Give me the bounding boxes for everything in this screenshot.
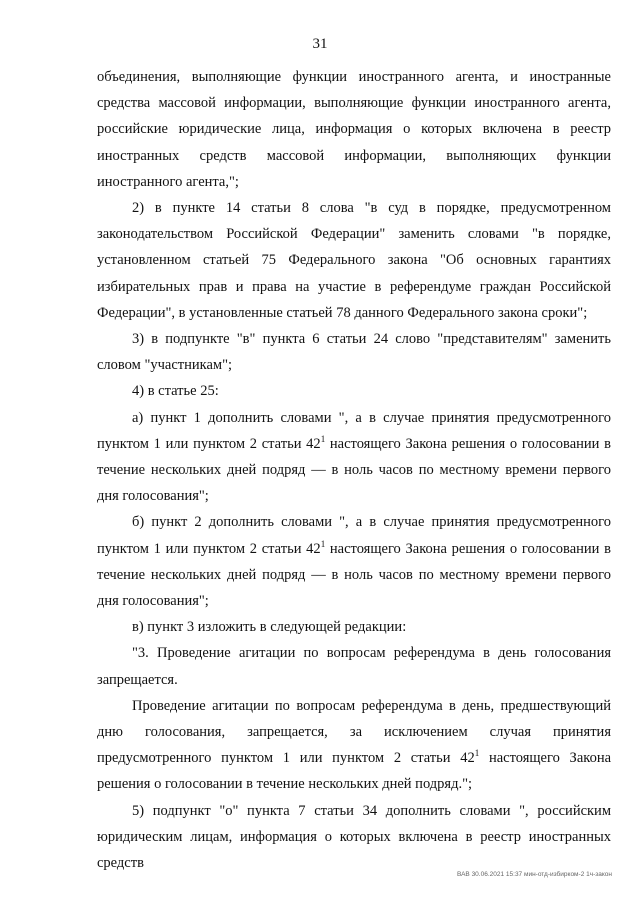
paragraph-6 [97, 509, 611, 614]
paragraph-6-part-2: настоящего Закона решения о голосовании в течение нескольких дней подряд — в ноль часов по местному времени первого дня голосования"; [97, 540, 611, 610]
paragraph-2: 2) в пункте 14 статьи 8 слова "в суд в порядке, предусмотренном законодательством Российской Федерации" заменить словами "в порядке, установленном статьей 75 Федерального закона "Об основных гарантиях избирательных прав и права на участие в референдуме граждан Российской Федерации", в установленные статьей 78 данного Федерального закона сроки"; [97, 200, 611, 321]
paragraph-9-part-1: Проведение агитации по вопросам референдума в день, предшествующий дню голосования, запрещается, за исключением случая принятия предусмотренного пунктом 1 или пунктом 2 статьи 42 [97, 697, 611, 767]
paragraph-5-part-2: настоящего Закона решения о голосовании в течение нескольких дней подряд — в ноль часов по местному времени первого дня голосования"; [97, 435, 611, 505]
paragraph-9 [97, 693, 611, 798]
paragraph-9-part-2: настоящего Закона решения о голосовании в течение нескольких дней подряд."; [97, 750, 612, 793]
paragraph-5-part-1: а) пункт 1 дополнить словами ", а в случае принятия предусмотренного пунктом 1 или пунктом 2 статьи 42 [97, 409, 611, 452]
paragraph-5 [97, 405, 611, 510]
paragraph-1: объединения, выполняющие функции иностранного агента, и иностранные средства массовой информации, выполняющие функции иностранного агента, российские юридические лица, информация о которых включена в реестр иностранных средств массовой информации, выполняющих функции иностранного агента,"; [97, 69, 611, 190]
document-body [97, 64, 611, 876]
paragraph-7: в) пункт 3 изложить в следующей редакции: [132, 619, 407, 636]
paragraph-10: 5) подпункт "о" пункта 7 статьи 34 дополнить словами ", российским юридическим лицам, информация о которых включена в реестр иностранных средств [97, 802, 611, 872]
paragraph-3: 3) в подпункте "в" пункта 6 статьи 24 слово "представителям" заменить словом "участникам"; [97, 331, 611, 374]
page-number: 31 [312, 36, 328, 52]
footer-stamp: ВАВ 30.06.2021 15:37 мин-отд-избирком-2 1ч-закон [456, 871, 612, 878]
superscript-1: 1 [320, 538, 326, 549]
superscript-1: 1 [474, 748, 480, 759]
superscript-1: 1 [320, 433, 326, 444]
paragraph-4: 4) в статье 25: [132, 383, 219, 400]
paragraph-8: "3. Проведение агитации по вопросам референдума в день голосования запрещается. [97, 645, 611, 688]
paragraph-6-part-1: б) пункт 2 дополнить словами ", а в случае принятия предусмотренного пунктом 1 или пунктом 2 статьи 42 [97, 514, 611, 557]
